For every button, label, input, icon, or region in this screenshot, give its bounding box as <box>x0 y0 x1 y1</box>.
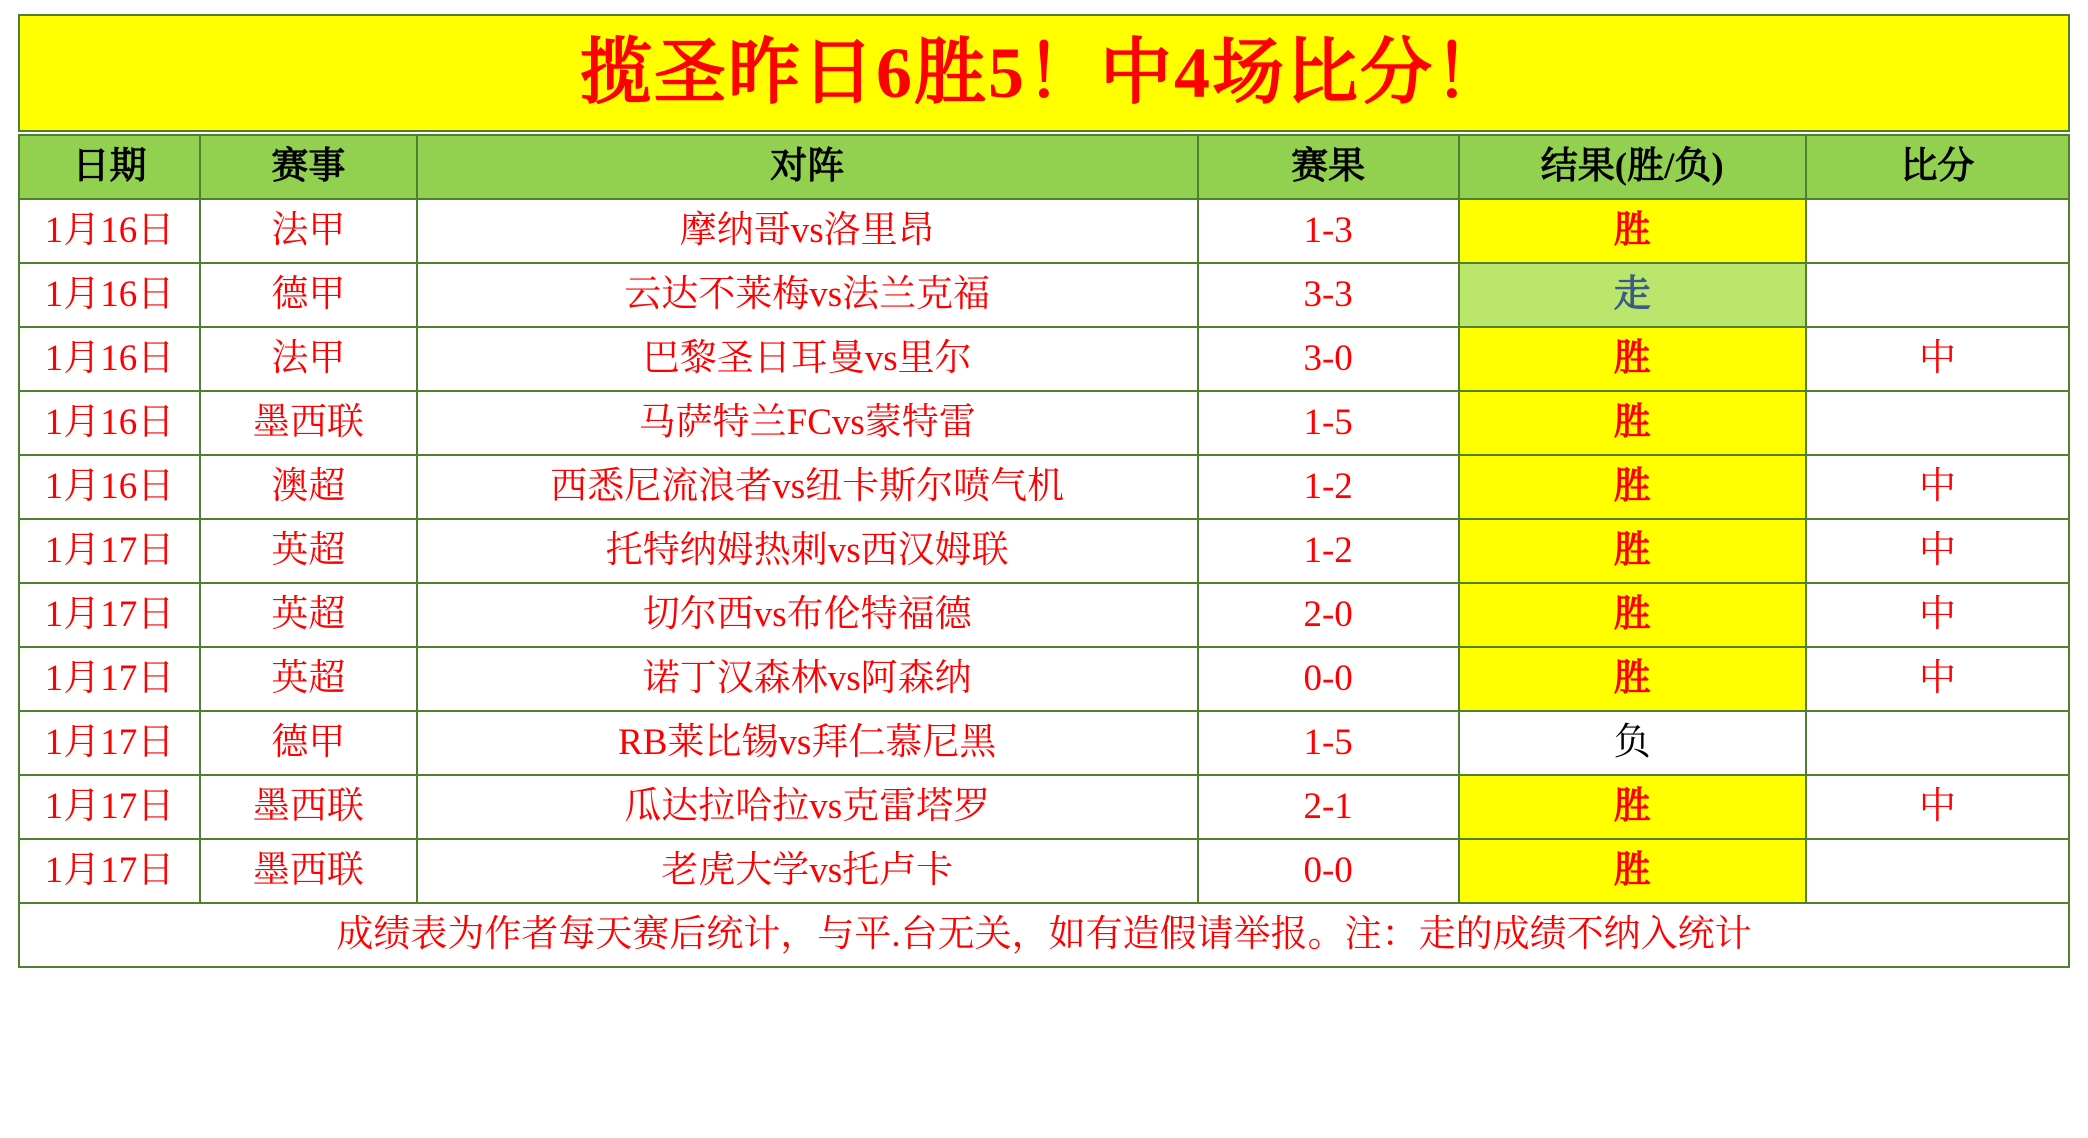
footnote-text: 成绩表为作者每天赛后统计，与平.台无关，如有造假请举报。注：走的成绩不纳入统计 <box>19 903 2069 967</box>
cell-date: 1月17日 <box>19 647 200 711</box>
table-row <box>19 519 2069 583</box>
cell-league: 墨西联 <box>200 775 417 839</box>
cell-result: 胜 <box>1459 199 1806 263</box>
cell-hit: 中 <box>1806 519 2069 583</box>
cell-date: 1月16日 <box>19 263 200 327</box>
cell-hit: 中 <box>1806 647 2069 711</box>
cell-score: 1-5 <box>1198 391 1459 455</box>
header-date: 日期 <box>19 135 200 199</box>
footnote-row <box>19 903 2069 967</box>
cell-match: 马萨特兰FCvs蒙特雷 <box>417 391 1198 455</box>
cell-result: 胜 <box>1459 775 1806 839</box>
table-body <box>19 199 2069 967</box>
cell-result: 胜 <box>1459 583 1806 647</box>
cell-match: 托特纳姆热刺vs西汉姆联 <box>417 519 1198 583</box>
cell-score: 2-1 <box>1198 775 1459 839</box>
cell-result: 胜 <box>1459 391 1806 455</box>
cell-hit <box>1806 711 2069 775</box>
cell-hit: 中 <box>1806 327 2069 391</box>
cell-result: 负 <box>1459 711 1806 775</box>
cell-match: 摩纳哥vs洛里昂 <box>417 199 1198 263</box>
cell-date: 1月16日 <box>19 327 200 391</box>
cell-match: RB莱比锡vs拜仁慕尼黑 <box>417 711 1198 775</box>
table-row <box>19 647 2069 711</box>
cell-match: 西悉尼流浪者vs纽卡斯尔喷气机 <box>417 455 1198 519</box>
header-league: 赛事 <box>200 135 417 199</box>
table-row <box>19 391 2069 455</box>
cell-match: 巴黎圣日耳曼vs里尔 <box>417 327 1198 391</box>
cell-match: 老虎大学vs托卢卡 <box>417 839 1198 903</box>
table-row <box>19 583 2069 647</box>
header-result: 结果(胜/负) <box>1459 135 1806 199</box>
table-row <box>19 263 2069 327</box>
header-match: 对阵 <box>417 135 1198 199</box>
cell-result: 胜 <box>1459 647 1806 711</box>
cell-date: 1月17日 <box>19 711 200 775</box>
cell-result: 走 <box>1459 263 1806 327</box>
cell-score: 1-3 <box>1198 199 1459 263</box>
cell-result: 胜 <box>1459 455 1806 519</box>
table-row <box>19 199 2069 263</box>
cell-league: 澳超 <box>200 455 417 519</box>
cell-score: 2-0 <box>1198 583 1459 647</box>
cell-hit: 中 <box>1806 455 2069 519</box>
cell-league: 墨西联 <box>200 839 417 903</box>
cell-match: 云达不莱梅vs法兰克福 <box>417 263 1198 327</box>
header-hit: 比分 <box>1806 135 2069 199</box>
header-row <box>19 135 2069 199</box>
cell-date: 1月16日 <box>19 455 200 519</box>
cell-score: 3-3 <box>1198 263 1459 327</box>
cell-result: 胜 <box>1459 519 1806 583</box>
title-banner <box>18 14 2070 132</box>
table-header <box>19 135 2069 199</box>
cell-result: 胜 <box>1459 327 1806 391</box>
table-row <box>19 711 2069 775</box>
cell-score: 1-2 <box>1198 519 1459 583</box>
cell-league: 法甲 <box>200 327 417 391</box>
cell-league: 法甲 <box>200 199 417 263</box>
cell-hit <box>1806 199 2069 263</box>
cell-hit <box>1806 839 2069 903</box>
cell-league: 墨西联 <box>200 391 417 455</box>
cell-date: 1月16日 <box>19 391 200 455</box>
page-title: 揽圣昨日6胜5！中4场比分！ <box>579 33 1508 113</box>
cell-match: 诺丁汉森林vs阿森纳 <box>417 647 1198 711</box>
cell-league: 英超 <box>200 583 417 647</box>
cell-score: 1-5 <box>1198 711 1459 775</box>
cell-score: 1-2 <box>1198 455 1459 519</box>
cell-score: 0-0 <box>1198 647 1459 711</box>
header-score: 赛果 <box>1198 135 1459 199</box>
cell-date: 1月16日 <box>19 199 200 263</box>
cell-date: 1月17日 <box>19 839 200 903</box>
cell-date: 1月17日 <box>19 583 200 647</box>
cell-match: 瓜达拉哈拉vs克雷塔罗 <box>417 775 1198 839</box>
cell-result: 胜 <box>1459 839 1806 903</box>
table-row <box>19 455 2069 519</box>
cell-league: 德甲 <box>200 711 417 775</box>
cell-score: 0-0 <box>1198 839 1459 903</box>
cell-hit: 中 <box>1806 775 2069 839</box>
table-row <box>19 775 2069 839</box>
results-table <box>18 134 2070 968</box>
cell-match: 切尔西vs布伦特福德 <box>417 583 1198 647</box>
cell-score: 3-0 <box>1198 327 1459 391</box>
table-row <box>19 327 2069 391</box>
cell-league: 德甲 <box>200 263 417 327</box>
cell-date: 1月17日 <box>19 519 200 583</box>
cell-hit <box>1806 263 2069 327</box>
cell-hit: 中 <box>1806 583 2069 647</box>
cell-league: 英超 <box>200 647 417 711</box>
cell-league: 英超 <box>200 519 417 583</box>
table-row <box>19 839 2069 903</box>
cell-hit <box>1806 391 2069 455</box>
cell-date: 1月17日 <box>19 775 200 839</box>
